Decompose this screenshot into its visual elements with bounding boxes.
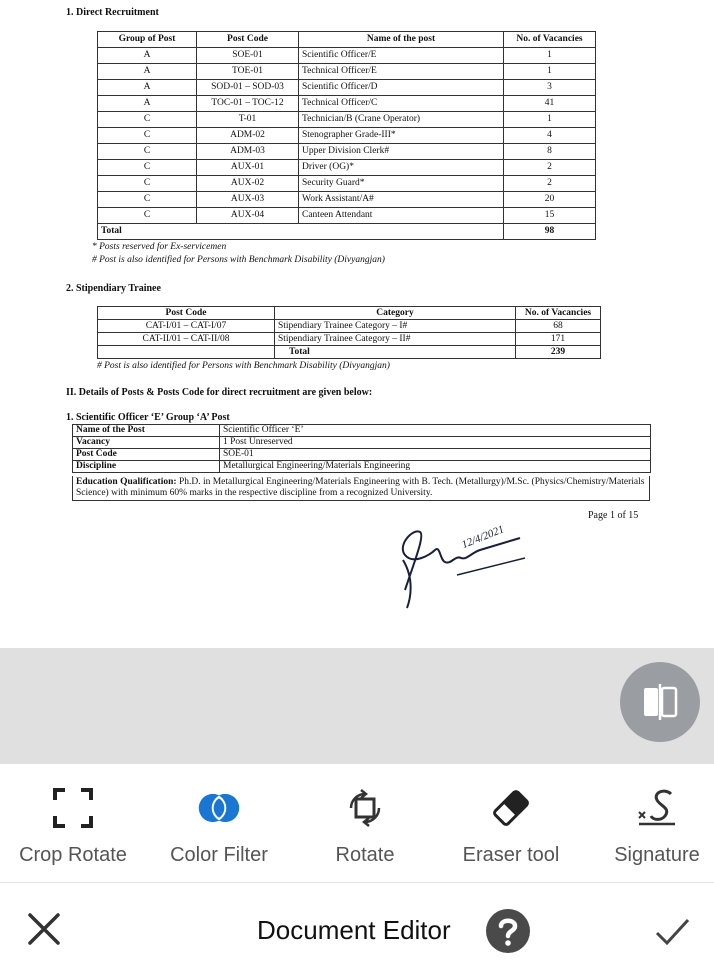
close-button[interactable] xyxy=(24,909,64,949)
vacancies-cell: 41 xyxy=(504,96,596,112)
table-row xyxy=(98,320,601,333)
tool-label: Color Filter xyxy=(170,844,268,866)
col-post-name: Name of the post xyxy=(299,32,504,48)
table-row xyxy=(98,128,596,144)
field-label: Discipline xyxy=(73,461,220,473)
group-cell: C xyxy=(98,112,197,128)
rotate-icon xyxy=(343,786,387,830)
vacancies-cell: 171 xyxy=(516,333,601,346)
table-row xyxy=(98,333,601,346)
rotate-button[interactable] xyxy=(295,764,435,882)
direct-recruitment-table xyxy=(97,31,596,240)
table-row xyxy=(98,176,596,192)
bottom-bar xyxy=(0,883,714,967)
note-divyangjan: # Post is also identified for Persons with Benchmark Disability (Divyangjan) xyxy=(97,361,390,371)
group-cell: A xyxy=(98,64,197,80)
field-value: 1 Post Unreserved xyxy=(220,437,651,449)
post-code-cell: SOD-01 – SOD-03 xyxy=(197,80,299,96)
vacancies-cell: 15 xyxy=(504,208,596,224)
total-row xyxy=(98,346,601,359)
preview-background xyxy=(0,648,714,764)
post-code-cell: TOE-01 xyxy=(197,64,299,80)
note-ex-servicemen: * Posts reserved for Ex-servicemen xyxy=(92,242,227,252)
vacancies-cell: 1 xyxy=(504,112,596,128)
post-details-table xyxy=(72,424,651,473)
tool-label: Crop Rotate xyxy=(19,844,127,866)
tool-label: Eraser tool xyxy=(462,844,560,866)
post-code-cell: TOC-01 – TOC-12 xyxy=(197,96,299,112)
vacancies-cell: 2 xyxy=(504,160,596,176)
check-icon xyxy=(652,911,692,951)
compare-button[interactable] xyxy=(620,662,700,742)
section3-subheading: 1. Scientific Officer ‘E’ Group ‘A’ Post xyxy=(66,412,230,423)
table-row xyxy=(73,425,651,437)
vacancies-cell: 2 xyxy=(504,176,596,192)
table-row xyxy=(73,461,651,473)
post-code-cell: T-01 xyxy=(197,112,299,128)
tool-label: Rotate xyxy=(335,844,395,866)
signature-date: 12/4/2021 xyxy=(460,523,506,552)
group-cell: A xyxy=(98,80,197,96)
vacancies-cell: 3 xyxy=(504,80,596,96)
table-row xyxy=(98,96,596,112)
table-row xyxy=(98,80,596,96)
total-value: 239 xyxy=(516,346,601,359)
col-post-code: Post Code xyxy=(98,307,275,320)
col-group: Group of Post xyxy=(98,32,197,48)
screen-title: Document Editor xyxy=(257,915,451,945)
table-row xyxy=(98,192,596,208)
col-post-code: Post Code xyxy=(197,32,299,48)
vacancies-cell: 1 xyxy=(504,48,596,64)
group-cell: C xyxy=(98,160,197,176)
post-name-cell: Work Assistant/A# xyxy=(299,192,504,208)
signature-icon xyxy=(635,786,679,830)
category-cell: Stipendiary Trainee Category – I# xyxy=(275,320,516,333)
tool-label: Signature xyxy=(614,844,700,866)
total-label: Total xyxy=(98,224,504,240)
post-name-cell: Upper Division Clerk# xyxy=(299,144,504,160)
post-code-cell: CAT-I/01 – CAT-I/07 xyxy=(98,320,275,333)
vacancies-cell: 8 xyxy=(504,144,596,160)
post-name-cell: Technical Officer/E xyxy=(299,64,504,80)
crop-icon xyxy=(51,786,95,830)
table-row xyxy=(73,449,651,461)
close-icon xyxy=(24,909,64,949)
post-name-cell: Technical Officer/C xyxy=(299,96,504,112)
total-label: Total xyxy=(275,346,516,359)
post-code-cell: ADM-03 xyxy=(197,144,299,160)
category-cell: Stipendiary Trainee Category – II# xyxy=(275,333,516,346)
color-filter-icon xyxy=(197,786,241,830)
group-cell: A xyxy=(98,96,197,112)
vacancies-cell: 4 xyxy=(504,128,596,144)
post-code-cell: ADM-02 xyxy=(197,128,299,144)
post-code-cell: SOE-01 xyxy=(197,48,299,64)
section2-heading: 2. Stipendiary Trainee xyxy=(66,283,161,294)
col-vacancies: No. of Vacancies xyxy=(504,32,596,48)
field-value: Metallurgical Engineering/Materials Engineering xyxy=(220,461,651,473)
section1-heading: 1. Direct Recruitment xyxy=(66,7,159,18)
help-button[interactable] xyxy=(486,909,530,953)
total-row xyxy=(98,224,596,240)
color-filter-button[interactable] xyxy=(149,764,289,882)
group-cell: C xyxy=(98,176,197,192)
post-name-cell: Scientific Officer/D xyxy=(299,80,504,96)
edit-toolbar xyxy=(0,764,714,882)
eraser-tool-button[interactable] xyxy=(441,764,581,882)
post-name-cell: Driver (OG)* xyxy=(299,160,504,176)
vacancies-cell: 1 xyxy=(504,64,596,80)
table-row xyxy=(98,208,596,224)
post-code-cell: CAT-II/01 – CAT-II/08 xyxy=(98,333,275,346)
signature-image xyxy=(385,520,545,610)
section3-heading: II. Details of Posts & Posts Code for direct recruitment are given below: xyxy=(66,387,373,398)
table-row xyxy=(98,64,596,80)
post-name-cell: Security Guard* xyxy=(299,176,504,192)
post-name-cell: Canteen Attendant xyxy=(299,208,504,224)
field-value: SOE-01 xyxy=(220,449,651,461)
vacancies-cell: 20 xyxy=(504,192,596,208)
field-label: Name of the Post xyxy=(73,425,220,437)
page-number: Page 1 of 15 xyxy=(588,510,639,521)
crop-rotate-button[interactable] xyxy=(3,764,143,882)
stipendiary-table xyxy=(97,306,601,359)
col-category: Category xyxy=(275,307,516,320)
table-row xyxy=(98,112,596,128)
group-cell: C xyxy=(98,128,197,144)
vacancies-cell: 68 xyxy=(516,320,601,333)
col-vacancies: No. of Vacancies xyxy=(516,307,601,320)
field-value: Scientific Officer ‘E’ xyxy=(220,425,651,437)
table-row xyxy=(98,144,596,160)
note-divyangjan: # Post is also identified for Persons with Benchmark Disability (Divyangjan) xyxy=(92,255,385,265)
post-name-cell: Technician/B (Crane Operator) xyxy=(299,112,504,128)
education-label: Education Qualification: xyxy=(76,477,177,487)
table-row xyxy=(98,48,596,64)
table-row xyxy=(73,437,651,449)
group-cell: C xyxy=(98,208,197,224)
signature-button[interactable] xyxy=(587,764,714,882)
table-row xyxy=(98,160,596,176)
compare-icon xyxy=(640,682,680,722)
education-text: Ph.D. in Metallurgical Engineering/Materials Engineering with B. Tech. (Metallurgy)/M.Sc. (Physics/Chemistry/Materials Science) with minimum 60% marks in the respective discipline from a recognized University. xyxy=(76,477,645,498)
confirm-button[interactable] xyxy=(652,911,692,951)
post-name-cell: Scientific Officer/E xyxy=(299,48,504,64)
post-code-cell: AUX-02 xyxy=(197,176,299,192)
education-qualification xyxy=(72,476,650,501)
field-label: Vacancy xyxy=(73,437,220,449)
post-code-cell: AUX-01 xyxy=(197,160,299,176)
group-cell: A xyxy=(98,48,197,64)
field-label: Post Code xyxy=(73,449,220,461)
post-code-cell: AUX-04 xyxy=(197,208,299,224)
post-code-cell: AUX-03 xyxy=(197,192,299,208)
help-icon xyxy=(494,915,522,947)
total-value: 98 xyxy=(504,224,596,240)
eraser-icon xyxy=(489,786,533,830)
group-cell: C xyxy=(98,144,197,160)
group-cell: C xyxy=(98,192,197,208)
post-name-cell: Stenographer Grade-III* xyxy=(299,128,504,144)
